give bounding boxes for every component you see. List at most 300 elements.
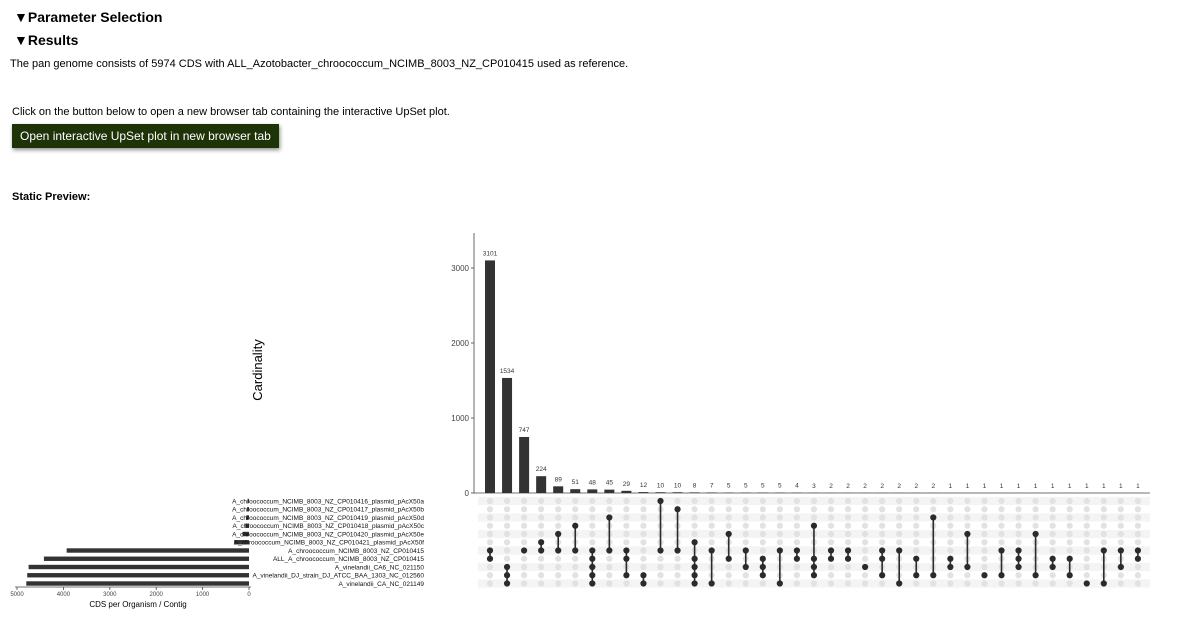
matrix-dot-inactive — [657, 580, 663, 586]
matrix-dot-inactive — [1084, 539, 1090, 545]
matrix-dot-inactive — [777, 514, 783, 520]
intersection-count-label: 5 — [726, 482, 731, 490]
intersection-count-label: 747 — [518, 426, 530, 434]
matrix-dot-inactive — [862, 556, 868, 562]
matrix-dot-inactive — [743, 514, 749, 520]
intersection-count-label: 2 — [931, 482, 936, 490]
matrix-dot-inactive — [743, 523, 749, 529]
matrix-dot-inactive — [504, 506, 510, 512]
matrix-dot-inactive — [623, 539, 629, 545]
matrix-dot-inactive — [998, 580, 1004, 586]
matrix-dot-inactive — [1067, 514, 1073, 520]
matrix-dot-inactive — [504, 556, 510, 562]
matrix-dot-inactive — [845, 506, 851, 512]
matrix-dot-inactive — [623, 580, 629, 586]
matrix-dot-inactive — [845, 539, 851, 545]
matrix-dot-inactive — [794, 539, 800, 545]
cardinality-axis — [250, 233, 1150, 498]
matrix-dot-inactive — [487, 498, 493, 504]
matrix-dot-inactive — [1015, 523, 1021, 529]
matrix-dot-inactive — [555, 556, 561, 562]
intersection-bar — [519, 437, 529, 493]
matrix-dot-inactive — [1015, 498, 1021, 504]
matrix-dot-inactive — [947, 539, 953, 545]
matrix-dot-inactive — [981, 498, 987, 504]
matrix-dot-inactive — [947, 572, 953, 578]
matrix-dot-inactive — [1135, 523, 1141, 529]
matrix-dot-inactive — [726, 514, 732, 520]
matrix-dot-inactive — [1067, 539, 1073, 545]
matrix-dot-inactive — [879, 514, 885, 520]
intersection-count-label: 12 — [639, 482, 648, 490]
matrix-dot-inactive — [743, 539, 749, 545]
set-size-bar — [27, 573, 249, 577]
matrix-dot-inactive — [1135, 572, 1141, 578]
intersection-count-label: 7 — [709, 482, 714, 490]
set-label: A_chroococcum_NCIMB_8003_NZ_CP010417_plasmid_pAcX50b — [232, 506, 424, 514]
intersection-count-label: 1 — [948, 482, 953, 490]
matrix-dot-inactive — [504, 514, 510, 520]
matrix-dot-inactive — [1033, 580, 1039, 586]
matrix-dot-inactive — [998, 498, 1004, 504]
matrix-dot-inactive — [794, 506, 800, 512]
matrix-dot-inactive — [760, 514, 766, 520]
matrix-dot-inactive — [930, 506, 936, 512]
matrix-dot-inactive — [1101, 523, 1107, 529]
matrix-dot-inactive — [981, 556, 987, 562]
matrix-dot-inactive — [674, 498, 680, 504]
matrix-dot-inactive — [743, 498, 749, 504]
matrix-dot-inactive — [930, 580, 936, 586]
matrix-dot-inactive — [1050, 523, 1056, 529]
matrix-dot-inactive — [862, 506, 868, 512]
matrix-dot-inactive — [555, 580, 561, 586]
set-label: A_chroococcum_NCIMB_8003_NZ_CP010421_plasmid_pAcX50f — [233, 539, 424, 547]
matrix-dot-inactive — [726, 564, 732, 570]
matrix-dot-inactive — [555, 564, 561, 570]
set-size-bar — [67, 548, 249, 552]
matrix-dot-inactive — [589, 498, 595, 504]
matrix-dot-inactive — [1101, 514, 1107, 520]
matrix-dot-inactive — [1067, 523, 1073, 529]
y-tick-label: 3000 — [451, 264, 469, 273]
matrix-dot-inactive — [879, 539, 885, 545]
set-size-axis-title: CDS per Organism / Contig — [89, 600, 187, 609]
matrix-dot-inactive — [606, 580, 612, 586]
matrix-dot-inactive — [794, 572, 800, 578]
matrix-dot-inactive — [913, 531, 919, 537]
matrix-dot-inactive — [743, 531, 749, 537]
matrix-dot-inactive — [606, 498, 612, 504]
matrix-dot-inactive — [692, 506, 698, 512]
set-labels — [232, 498, 425, 588]
matrix-dot-inactive — [640, 531, 646, 537]
intersection-count-label: 1 — [1119, 482, 1123, 490]
matrix-dot-inactive — [1084, 506, 1090, 512]
matrix-dot-inactive — [1118, 580, 1124, 586]
matrix-dot-inactive — [1050, 547, 1056, 553]
results-toggle[interactable]: ▼Results — [14, 32, 79, 48]
matrix-dot-inactive — [828, 539, 834, 545]
y-axis-title: Cardinality — [250, 339, 265, 401]
matrix-dot-inactive — [794, 580, 800, 586]
matrix-dot-inactive — [726, 572, 732, 578]
set-label: A_vinelandii_DJ_strain_DJ_ATCC_BAA_1303_NC_012560 — [252, 572, 424, 580]
set-size-tick-label: 4000 — [56, 592, 71, 598]
matrix-dot-inactive — [964, 506, 970, 512]
matrix-dot-inactive — [1033, 506, 1039, 512]
matrix-dot-inactive — [913, 547, 919, 553]
matrix-dot-inactive — [538, 498, 544, 504]
matrix-dot-inactive — [760, 523, 766, 529]
matrix-dot-inactive — [640, 506, 646, 512]
matrix-dot-inactive — [487, 523, 493, 529]
matrix-dot-inactive — [1084, 572, 1090, 578]
matrix-dot-inactive — [504, 523, 510, 529]
matrix-dot-inactive — [692, 531, 698, 537]
matrix-dot-inactive — [760, 580, 766, 586]
matrix-dot-inactive — [555, 514, 561, 520]
matrix-dot-inactive — [1135, 580, 1141, 586]
matrix-dot-inactive — [947, 580, 953, 586]
matrix-dot-inactive — [521, 539, 527, 545]
matrix-dot-inactive — [623, 531, 629, 537]
matrix-dot-inactive — [828, 523, 834, 529]
matrix-dot-inactive — [862, 514, 868, 520]
matrix-dot-inactive — [487, 506, 493, 512]
intersection-count-label: 2 — [829, 482, 833, 490]
matrix-dot-inactive — [845, 531, 851, 537]
intersection-count-label: 51 — [571, 479, 579, 487]
matrix-dot-inactive — [947, 523, 953, 529]
matrix-dot-inactive — [572, 514, 578, 520]
set-label: A_chroococcum_NCIMB_8003_NZ_CP010419_plasmid_pAcX50d — [232, 514, 424, 522]
matrix-dot-inactive — [572, 556, 578, 562]
matrix-dot-inactive — [572, 564, 578, 570]
matrix-dot-inactive — [862, 580, 868, 586]
matrix-dot-active — [521, 547, 527, 553]
matrix-dot-inactive — [794, 498, 800, 504]
intersection-count-label: 48 — [588, 479, 596, 487]
matrix-dot-inactive — [674, 556, 680, 562]
matrix-dot-inactive — [794, 523, 800, 529]
matrix-dot-inactive — [930, 498, 936, 504]
matrix-dot-inactive — [709, 514, 715, 520]
set-size-bars — [10, 499, 251, 609]
intersection-count-label: 3 — [812, 482, 816, 490]
matrix-dot-inactive — [828, 498, 834, 504]
matrix-dot-inactive — [1067, 498, 1073, 504]
matrix-dot-inactive — [1084, 556, 1090, 562]
intersection-count-label: 1534 — [499, 367, 515, 375]
matrix-dot-inactive — [1135, 564, 1141, 570]
matrix-dot-inactive — [862, 523, 868, 529]
matrix-dot-inactive — [1033, 498, 1039, 504]
matrix-dot-inactive — [1015, 506, 1021, 512]
matrix-dot-inactive — [828, 564, 834, 570]
set-size-tick-label: 0 — [247, 592, 251, 598]
y-tick-label: 0 — [464, 489, 469, 498]
matrix-dot-inactive — [640, 556, 646, 562]
matrix-dot-inactive — [555, 506, 561, 512]
matrix-dot-inactive — [692, 514, 698, 520]
intersection-count-label: 1 — [982, 482, 987, 490]
matrix-dot-inactive — [1050, 539, 1056, 545]
matrix-dot-inactive — [538, 572, 544, 578]
matrix-dot-inactive — [504, 547, 510, 553]
set-label: A_chroococcum_NCIMB_8003_NZ_CP010415 — [288, 547, 424, 555]
matrix-dot-inactive — [828, 572, 834, 578]
matrix-dot-inactive — [845, 498, 851, 504]
intersection-count-label: 1 — [1033, 482, 1038, 490]
matrix-dot-inactive — [777, 523, 783, 529]
matrix-dot-inactive — [998, 506, 1004, 512]
matrix-dot-inactive — [1118, 498, 1124, 504]
intersection-count-label: 3101 — [482, 250, 498, 258]
intersection-bar — [690, 492, 700, 493]
intersection-count-label: 2 — [914, 482, 919, 490]
matrix-dot-inactive — [998, 531, 1004, 537]
matrix-dot-inactive — [640, 547, 646, 553]
matrix-dot-inactive — [623, 498, 629, 504]
matrix-dot-inactive — [487, 564, 493, 570]
matrix-dot-inactive — [794, 531, 800, 537]
matrix-dot-inactive — [521, 580, 527, 586]
matrix-dot-inactive — [538, 531, 544, 537]
intersection-count-label: 5 — [778, 482, 782, 490]
matrix-dot-inactive — [743, 506, 749, 512]
intersection-bar — [604, 490, 614, 493]
matrix-dot-inactive — [538, 580, 544, 586]
matrix-dot-inactive — [777, 531, 783, 537]
matrix-dot-inactive — [487, 514, 493, 520]
matrix-dot-inactive — [760, 547, 766, 553]
open-upset-plot-button[interactable]: Open interactive UpSet plot in new browser tab — [12, 124, 279, 148]
matrix-dot-inactive — [606, 564, 612, 570]
intersection-bar — [502, 378, 512, 493]
matrix-dot-inactive — [606, 506, 612, 512]
set-label: A_vinelandii_CA_NC_021149 — [338, 580, 424, 588]
intersection-count-label: 2 — [846, 482, 850, 490]
intersection-count-label: 1 — [965, 482, 970, 490]
matrix-dot-inactive — [1067, 547, 1073, 553]
matrix-dot-inactive — [726, 498, 732, 504]
set-size-tick-label: 2000 — [149, 592, 163, 598]
matrix-dot-inactive — [674, 572, 680, 578]
matrix-dot-inactive — [1101, 531, 1107, 537]
matrix-dot-inactive — [947, 531, 953, 537]
matrix-dot-inactive — [521, 572, 527, 578]
intersection-count-label: 2 — [880, 482, 884, 490]
matrix-dot-inactive — [606, 556, 612, 562]
matrix-dot-inactive — [504, 539, 510, 545]
matrix-dot-inactive — [1135, 498, 1141, 504]
matrix-dot-inactive — [657, 572, 663, 578]
matrix-dot-inactive — [538, 523, 544, 529]
matrix-dot-inactive — [760, 531, 766, 537]
intersection-bar — [638, 492, 648, 493]
matrix-dot-inactive — [743, 572, 749, 578]
matrix-dot-inactive — [572, 580, 578, 586]
intersection-count-label: 1 — [1016, 482, 1021, 490]
matrix-dot-inactive — [1118, 531, 1124, 537]
matrix-dot-active — [1084, 580, 1090, 586]
matrix-dot-inactive — [504, 531, 510, 537]
matrix-dot-inactive — [589, 539, 595, 545]
intersection-matrix — [487, 498, 1141, 587]
matrix-dot-inactive — [981, 523, 987, 529]
matrix-dot-inactive — [1084, 547, 1090, 553]
matrix-dot-inactive — [521, 506, 527, 512]
y-tick-label: 1000 — [451, 414, 469, 423]
matrix-dot-inactive — [1015, 531, 1021, 537]
intersection-count-label: 4 — [795, 482, 799, 490]
matrix-dot-inactive — [947, 547, 953, 553]
matrix-dot-inactive — [862, 498, 868, 504]
parameter-selection-toggle[interactable]: ▼Parameter Selection — [14, 9, 163, 25]
matrix-dot-inactive — [1015, 539, 1021, 545]
matrix-dot-inactive — [811, 506, 817, 512]
matrix-dot-inactive — [811, 514, 817, 520]
intersection-count-label: 1 — [1101, 482, 1106, 490]
matrix-dot-inactive — [1118, 572, 1124, 578]
matrix-dot-inactive — [981, 506, 987, 512]
matrix-dot-inactive — [692, 523, 698, 529]
matrix-dot-inactive — [555, 498, 561, 504]
matrix-dot-inactive — [521, 498, 527, 504]
matrix-dot-inactive — [913, 506, 919, 512]
matrix-dot-inactive — [623, 523, 629, 529]
matrix-dot-inactive — [879, 523, 885, 529]
matrix-dot-inactive — [1101, 498, 1107, 504]
matrix-dot-inactive — [896, 523, 902, 529]
matrix-dot-inactive — [640, 498, 646, 504]
matrix-dot-inactive — [896, 498, 902, 504]
matrix-dot-inactive — [777, 506, 783, 512]
intersection-bar — [553, 486, 563, 493]
set-size-bar — [26, 581, 249, 585]
matrix-dot-inactive — [1084, 523, 1090, 529]
matrix-dot-inactive — [998, 514, 1004, 520]
matrix-dot-inactive — [811, 580, 817, 586]
matrix-dot-inactive — [828, 506, 834, 512]
matrix-dot-inactive — [1084, 564, 1090, 570]
matrix-dot-inactive — [947, 514, 953, 520]
matrix-dot-inactive — [811, 498, 817, 504]
matrix-dot-inactive — [1101, 506, 1107, 512]
matrix-dot-inactive — [623, 506, 629, 512]
matrix-dot-inactive — [1067, 506, 1073, 512]
matrix-dot-inactive — [845, 564, 851, 570]
matrix-dot-inactive — [828, 580, 834, 586]
matrix-dot-inactive — [913, 539, 919, 545]
matrix-dot-inactive — [674, 564, 680, 570]
matrix-dot-inactive — [1050, 531, 1056, 537]
matrix-dot-inactive — [964, 523, 970, 529]
matrix-dot-inactive — [1033, 523, 1039, 529]
matrix-dot-inactive — [572, 506, 578, 512]
matrix-dot-inactive — [1015, 572, 1021, 578]
matrix-dot-inactive — [487, 531, 493, 537]
matrix-dot-inactive — [726, 523, 732, 529]
intersection-bar — [485, 260, 495, 493]
matrix-dot-inactive — [1067, 531, 1073, 537]
intersection-count-label: 10 — [656, 482, 665, 490]
matrix-dot-inactive — [555, 523, 561, 529]
matrix-dot-inactive — [760, 498, 766, 504]
matrix-dot-inactive — [709, 498, 715, 504]
matrix-dot-inactive — [896, 514, 902, 520]
matrix-dot-inactive — [640, 523, 646, 529]
intersection-count-label: 45 — [605, 479, 613, 487]
matrix-dot-inactive — [913, 580, 919, 586]
matrix-dot-inactive — [981, 580, 987, 586]
matrix-dot-inactive — [879, 498, 885, 504]
set-label: ALL_A_chroococcum_NCIMB_8003_NZ_CP010415 — [272, 556, 424, 564]
intersection-count-label: 5 — [743, 482, 748, 490]
matrix-dot-inactive — [1135, 506, 1141, 512]
matrix-dot-inactive — [760, 539, 766, 545]
matrix-dot-inactive — [709, 506, 715, 512]
matrix-dot-inactive — [896, 531, 902, 537]
matrix-dot-inactive — [640, 514, 646, 520]
matrix-dot-inactive — [674, 580, 680, 586]
matrix-dot-inactive — [913, 498, 919, 504]
matrix-dot-inactive — [487, 539, 493, 545]
matrix-dot-active — [981, 572, 987, 578]
matrix-dot-inactive — [862, 547, 868, 553]
matrix-dot-inactive — [487, 572, 493, 578]
matrix-dot-inactive — [879, 506, 885, 512]
matrix-dot-inactive — [555, 572, 561, 578]
matrix-dot-inactive — [1084, 498, 1090, 504]
set-label: A_chroococcum_NCIMB_8003_NZ_CP010416_plasmid_pAcX50a — [232, 498, 424, 506]
set-size-bar — [44, 557, 249, 561]
matrix-dot-inactive — [896, 539, 902, 545]
matrix-dot-inactive — [913, 523, 919, 529]
intersection-count-label: 2 — [863, 482, 867, 490]
matrix-dot-inactive — [845, 580, 851, 586]
matrix-dot-inactive — [1135, 514, 1141, 520]
matrix-dot-inactive — [589, 531, 595, 537]
matrix-dot-inactive — [845, 572, 851, 578]
matrix-dot-inactive — [998, 539, 1004, 545]
matrix-dot-inactive — [640, 539, 646, 545]
matrix-dot-inactive — [726, 506, 732, 512]
pan-genome-summary: The pan genome consists of 5974 CDS with ALL_Azotobacter_chroococcum_NCIMB_8003_NZ_CP010415 used as reference. — [10, 58, 629, 70]
matrix-dot-inactive — [1084, 531, 1090, 537]
matrix-dot-inactive — [1101, 539, 1107, 545]
intersection-bar — [707, 492, 717, 493]
matrix-dot-inactive — [1067, 580, 1073, 586]
intersection-count-label: 10 — [673, 482, 682, 490]
matrix-dot-inactive — [947, 506, 953, 512]
matrix-dot-inactive — [743, 580, 749, 586]
matrix-dot-inactive — [487, 580, 493, 586]
matrix-dot-inactive — [521, 564, 527, 570]
matrix-dot-inactive — [1118, 506, 1124, 512]
intersection-count-label: 1 — [1067, 482, 1072, 490]
matrix-dot-inactive — [657, 564, 663, 570]
matrix-dot-inactive — [913, 514, 919, 520]
matrix-dot-inactive — [828, 514, 834, 520]
matrix-dot-inactive — [947, 498, 953, 504]
matrix-dot-inactive — [521, 531, 527, 537]
matrix-dot-inactive — [862, 539, 868, 545]
matrix-dot-inactive — [964, 580, 970, 586]
matrix-dot-inactive — [862, 531, 868, 537]
matrix-dot-inactive — [709, 523, 715, 529]
